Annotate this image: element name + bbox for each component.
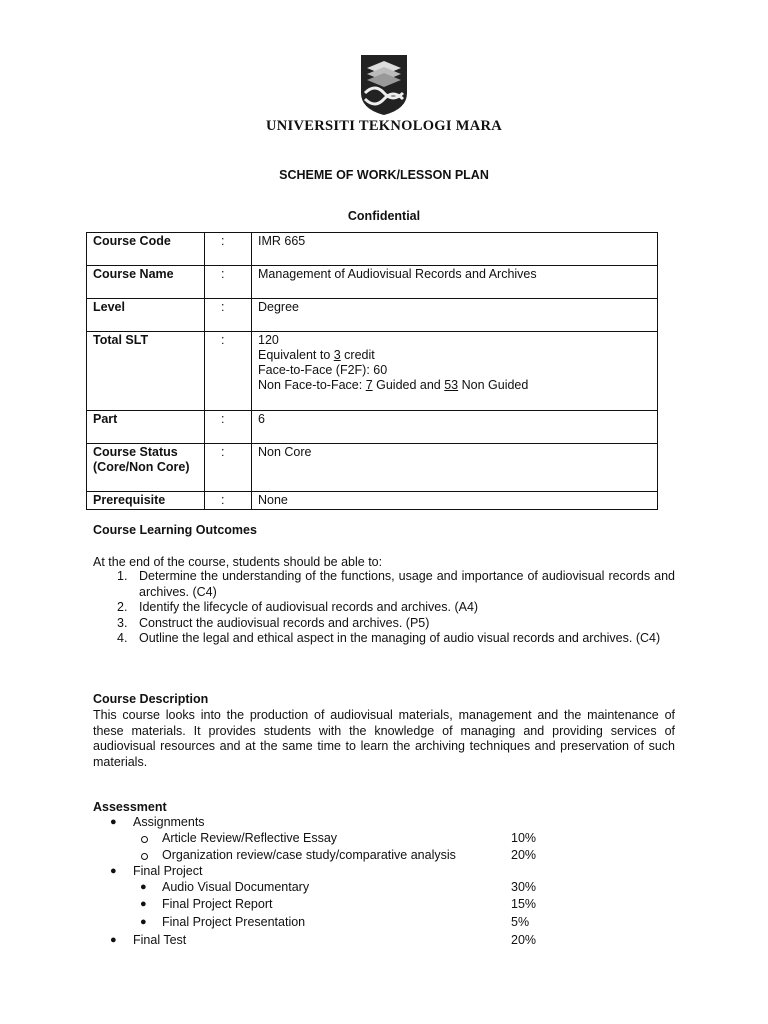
table-row [87,492,658,510]
assessment-item-percent: 30% [511,880,537,894]
course-code-value: IMR 665 [252,233,658,266]
clo-intro: At the end of the course, students should be able to: [93,555,383,569]
prerequisite-value: None [252,492,658,510]
part-label: Part [87,411,205,444]
assessment-item-label: Final Project Report [162,897,273,911]
separator: : [205,233,252,266]
course-status-label [87,444,205,492]
clo-list [93,569,675,647]
table-row [87,332,658,411]
university-name: UNIVERSITI TEKNOLOGI MARA [265,118,503,134]
list-number: 2. [117,600,128,614]
list-item-text: Identify the lifecycle of audiovisual records and archives. (A4) [139,600,479,614]
description-body: This course looks into the production of audiovisual materials, management and the maintenance of these materials. It provides students with the knowledge of managing and providing services of audiovisual resources and at the same time to learn the archiving techniques and preservation of such materials. [93,708,675,770]
course-status-label-line2: (Core/Non Core) [93,460,190,474]
final-test-label: Final Test [133,933,187,947]
description-heading: Course Description [93,692,209,706]
assessment-item-label: Organization review/case study/comparative analysis [162,848,456,862]
course-code-label: Course Code [87,233,205,266]
document-title: SCHEME OF WORK/LESSON PLAN [279,168,489,182]
separator: : [205,299,252,332]
list-item [93,616,675,632]
separator: : [205,266,252,299]
course-name-label: Course Name [87,266,205,299]
uitm-crest-icon [357,53,411,117]
assessment-item-label: Audio Visual Documentary [162,880,310,894]
list-item-text: Determine the understanding of the functions, usage and importance of audiovisual records and archives. (C4) [139,569,675,599]
clo-heading: Course Learning Outcomes [93,523,257,537]
list-number: 4. [117,631,128,645]
bullet-icon: ● [110,865,117,877]
list-number: 3. [117,615,128,630]
list-item [93,631,675,647]
slt-nonguided-number: 53 [444,378,459,392]
assessment-item-percent: 5% [511,915,530,929]
list-item [93,600,675,616]
separator: : [205,444,252,492]
slt-credit-number: 3 [333,348,341,362]
slt-credit [258,348,651,363]
list-item [93,569,675,600]
bullet-icon: ● [110,816,117,828]
separator: : [205,332,252,411]
table-row [87,444,658,492]
confidential-label: Confidential [347,209,421,223]
bullet-icon: ● [110,934,117,946]
slt-total: 120 [258,333,279,347]
part-value: 6 [252,411,658,444]
assessment-item-percent: 20% [511,933,537,947]
list-number: 1. [117,569,128,583]
hollow-bullet-icon [141,836,148,843]
assessment-item-label: Final Project Presentation [162,915,306,929]
level-label: Level [87,299,205,332]
assignments-label: Assignments [133,815,205,829]
slt-f2f: Face-to-Face (F2F): 60 [258,363,388,377]
bullet-icon: ● [140,898,147,910]
slt-credit-prefix: Equivalent to [258,348,334,362]
assessment-item-percent: 10% [511,831,537,845]
bullet-icon: ● [140,881,147,893]
course-status-label-line1: Course Status [93,445,178,459]
separator: : [205,411,252,444]
level-value: Degree [252,299,658,332]
assessment-item-label: Article Review/Reflective Essay [162,831,338,845]
list-item-text: Outline the legal and ethical aspect in the managing of audio visual records and archives. (C4) [139,631,661,645]
course-info-table [86,232,658,510]
course-status-value: Non Core [252,444,658,492]
total-slt-value [252,332,658,411]
slt-nf2f-middle: Guided and [372,378,445,392]
final-project-label: Final Project [133,864,203,878]
table-row [87,266,658,299]
slt-nf2f-suffix: Non Guided [458,378,529,392]
table-row [87,299,658,332]
table-row [87,411,658,444]
assessment-item-percent: 20% [511,848,537,862]
slt-nf2f-prefix: Non Face-to-Face: [258,378,366,392]
prerequisite-label: Prerequisite [87,492,205,510]
list-item-text: Construct the audiovisual records and archives. (P5) [139,615,430,630]
course-name-value: Management of Audiovisual Records and Archives [252,266,658,299]
assessment-item-percent: 15% [511,897,537,911]
table-row [87,233,658,266]
slt-credit-suffix: credit [340,348,375,362]
bullet-icon: ● [140,916,147,928]
total-slt-label: Total SLT [87,332,205,411]
slt-nf2f [258,378,651,393]
separator: : [205,492,252,510]
hollow-bullet-icon [141,853,148,860]
slt-guided-number: 7 [365,378,373,392]
assessment-heading: Assessment [93,800,167,814]
